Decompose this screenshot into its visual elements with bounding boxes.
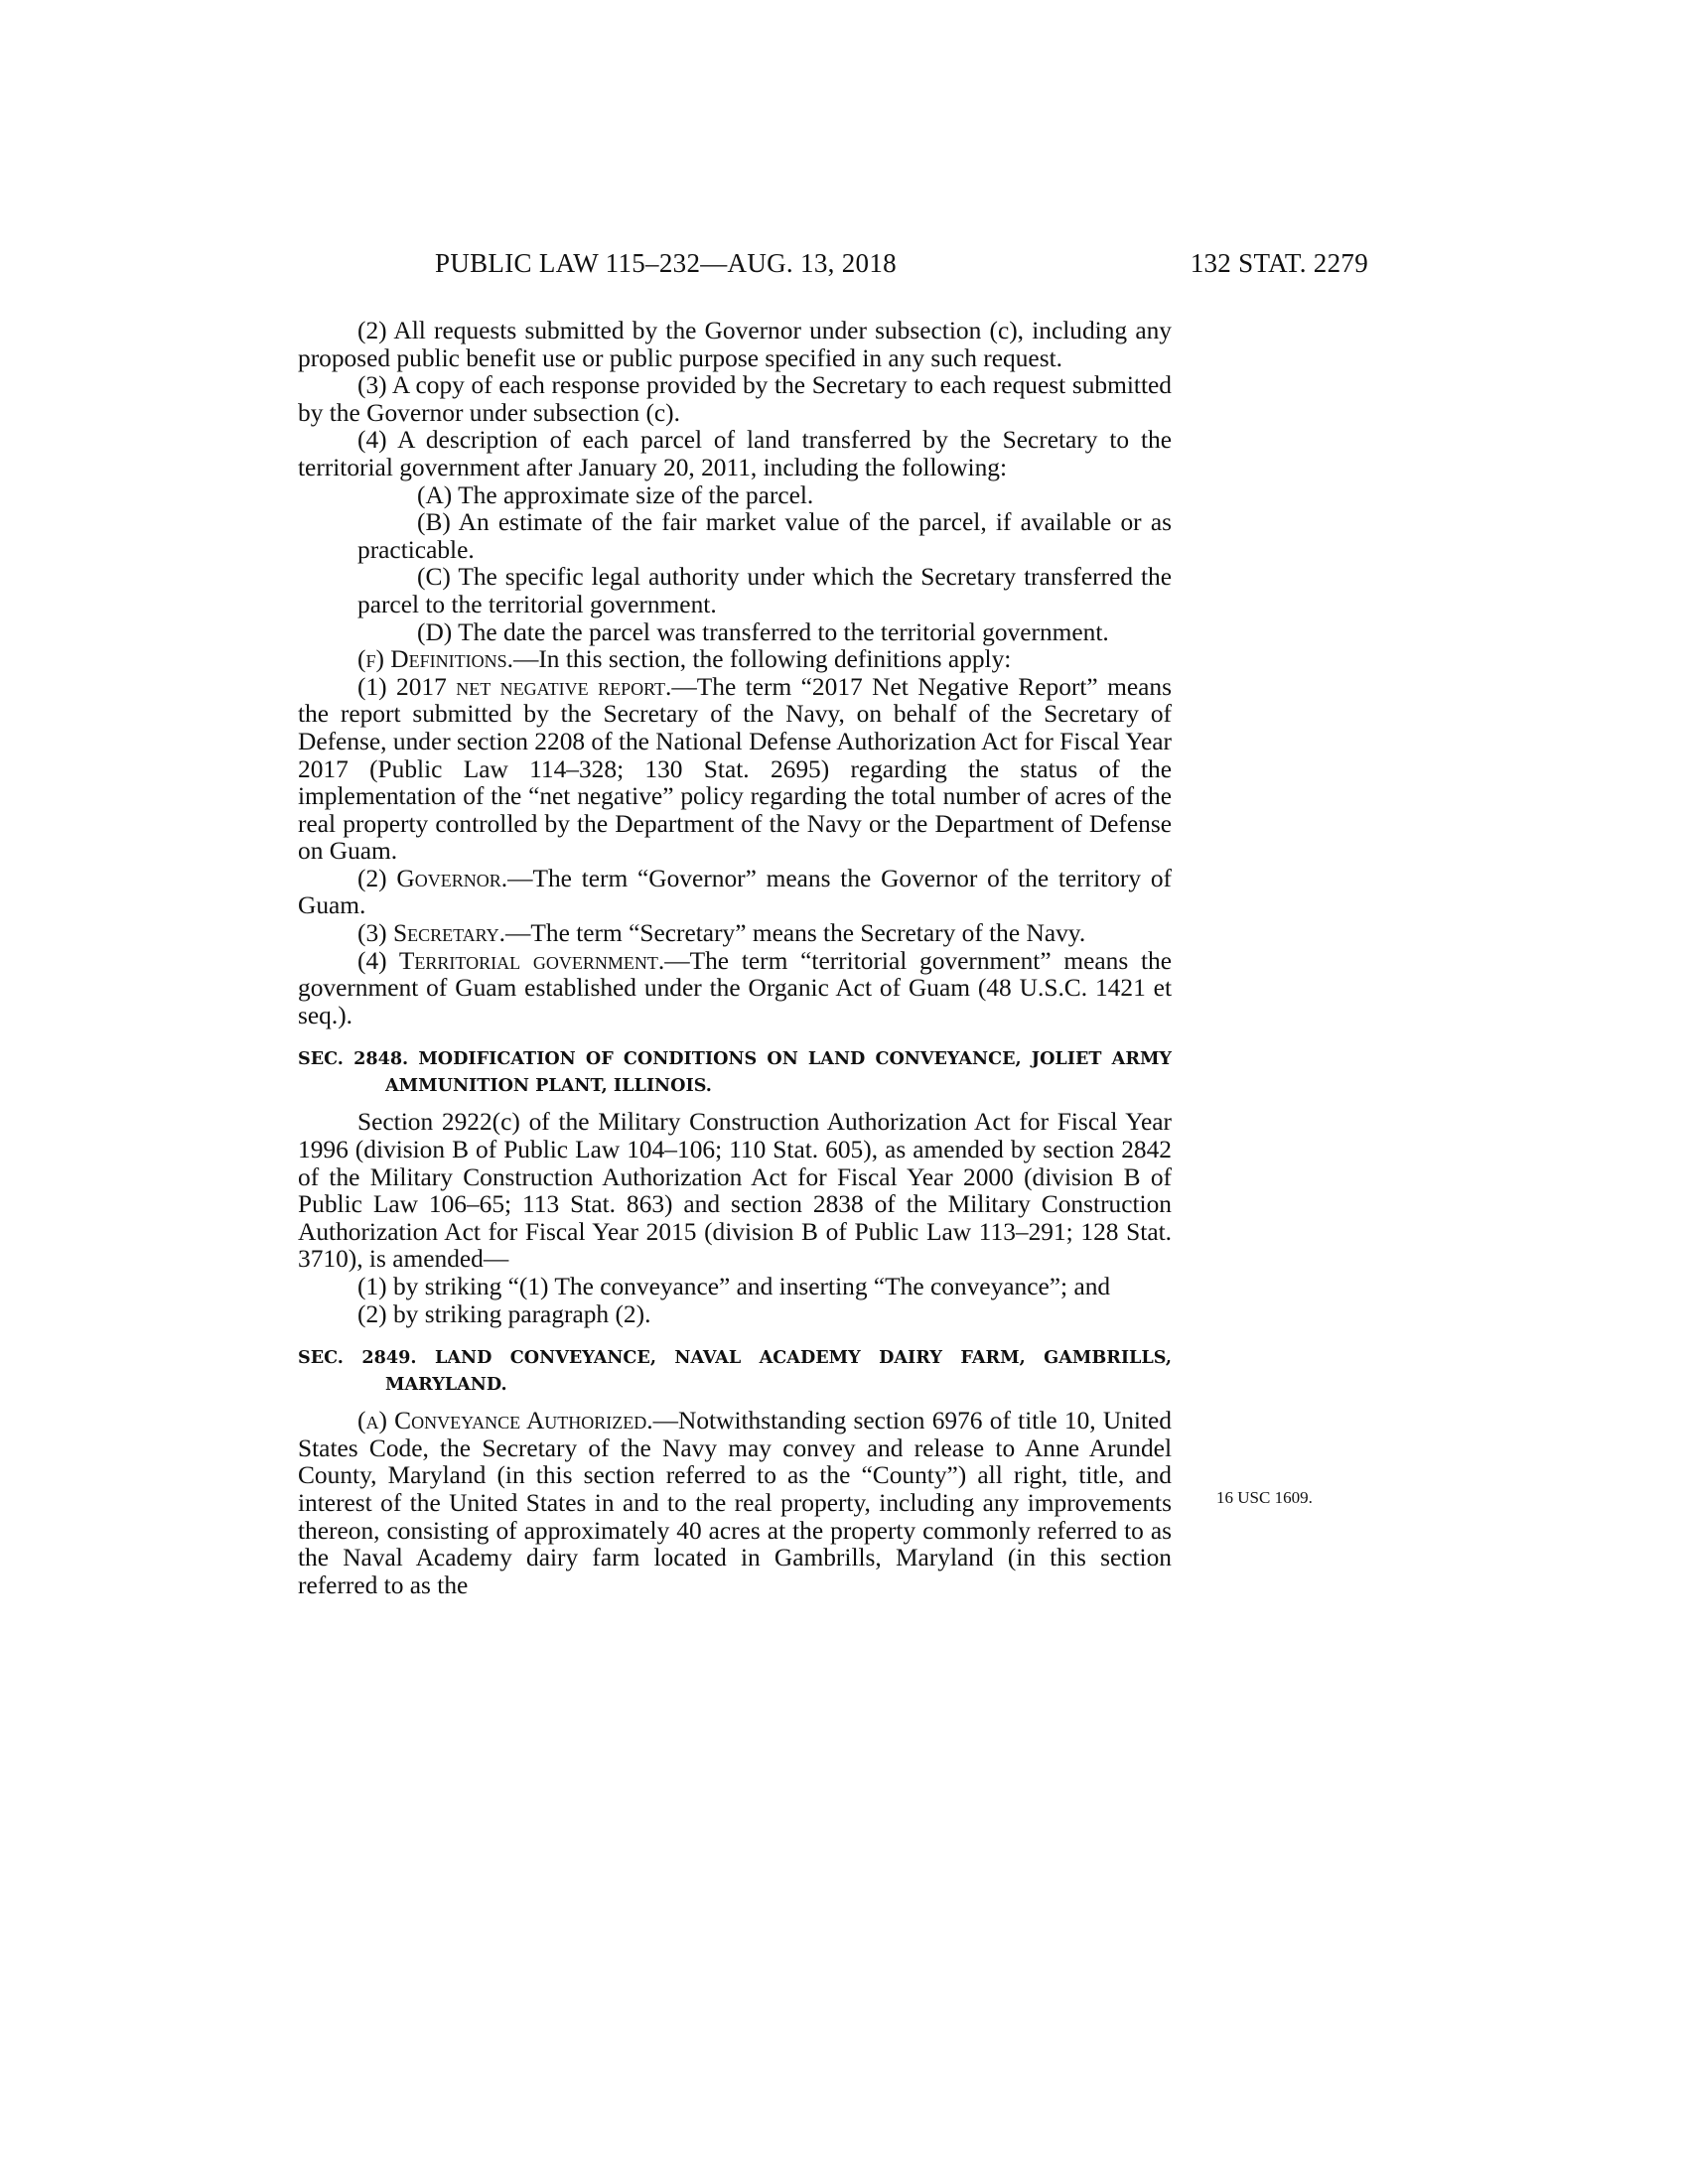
definition-1: [298, 674, 1172, 866]
header-stat-page: 132 STAT. 2279: [1190, 248, 1368, 278]
definition-4-heading: (4) Territorial government.: [357, 946, 665, 975]
paragraph-e4A: (A) The approximate size of the parcel.: [417, 480, 814, 509]
paragraph-e4D: (D) The date the parcel was transferred to the territorial government.: [417, 617, 1109, 646]
definitions-subsection: [298, 646, 1172, 674]
section-2848-item-2: (2) by striking paragraph (2).: [357, 1299, 651, 1328]
definition-1-text: —The term “2017 Net Negative Report” means the report submitted by the Secretary of the Navy, on behalf of the Secretary of Defense, under section 2208 of the National Defense Authorization Act for Fiscal Year 2017 (Public Law 114–328; 130 Stat. 2695) regarding the status of the implementation of the “net negative” policy regarding the total number of acres of the real property controlled by the Department of the Navy or the Department of Defense on Guam.: [298, 672, 1173, 866]
paragraph-e2: (2) All requests submitted by the Governor under subsection (c), including any proposed public benefit use or public purpose specified in any such request.: [298, 317, 1172, 372]
section-2849-heading: SEC. 2849. LAND CONVEYANCE, NAVAL ACADEMY DAIRY FARM, GAMBRILLS, MARYLAND.: [298, 1347, 1172, 1396]
header-public-law: PUBLIC LAW 115–232—AUG. 13, 2018: [435, 248, 897, 278]
section-2849-a-heading: (a) Conveyance Authorized.: [357, 1407, 653, 1435]
page-body: [298, 318, 1172, 1599]
definition-4: [298, 948, 1172, 1030]
paragraph-e4: (4) A description of each parcel of land transferred by the Secretary to the territorial government after January 20, 2011, including the following:: [298, 426, 1172, 481]
section-2849-a-text: —Notwithstanding section 6976 of title 10, United States Code, the Secretary of the Navy may convey and release to Anne Arundel County, Maryland (in this section referred to as the “County”) all right, title, and interest of the United States in and to the real property, including any improvements thereon, consisting of approximately 40 acres at the property commonly referred to as the Naval Academy dairy farm located in Gambrills, Maryland (in this section referred to as the: [298, 1407, 1172, 1599]
definitions-heading: (f) Definitions.: [357, 645, 513, 674]
definition-2-text: —The term “Governor” means the Governor of the territory of Guam.: [298, 864, 1172, 920]
paragraph-e4B: (B) An estimate of the fair market value of the parcel, if available or as practicable.: [357, 508, 1172, 564]
paragraph-e3: (3) A copy of each response provided by the Secretary to each request submitted by the Governor under subsection (c).: [298, 371, 1172, 427]
definition-2-heading: (2) Governor.: [357, 864, 508, 892]
section-2848-item-1: (1) by striking “(1) The conveyance” and inserting “The conveyance”; and: [357, 1273, 1111, 1300]
definition-2: [298, 866, 1172, 920]
definition-3-heading: (3) Secretary.: [357, 919, 505, 948]
paragraph-e4C: (C) The specific legal authority under which the Secretary transferred the parcel to the territorial government.: [357, 563, 1172, 618]
usc-margin-note: 16 USC 1609.: [1216, 1488, 1313, 1507]
section-2849-subsection-a: [298, 1408, 1172, 1599]
definition-3: [298, 920, 1172, 948]
definition-1-heading: (1) 2017 net negative report.: [357, 672, 672, 701]
definitions-text: —In this section, the following definitions apply:: [512, 645, 1012, 674]
section-2848-body: Section 2922(c) of the Military Construction Authorization Act for Fiscal Year 1996 (division B of Public Law 104–106; 110 Stat. 605), as amended by section 2842 of the Military Construction Authorization Act for Fiscal Year 2000 (division B of Public Law 106–65; 113 Stat. 863) and section 2838 of the Military Construction Authorization Act for Fiscal Year 2015 (division B of Public Law 113–291; 128 Stat. 3710), is amended—: [298, 1108, 1172, 1274]
definition-4-text: —The term “territorial government” means the government of Guam established under the Organic Act of Guam (48 U.S.C. 1421 et seq.).: [298, 946, 1173, 1029]
running-header: [435, 248, 1368, 288]
section-2848-heading: SEC. 2848. MODIFICATION OF CONDITIONS ON LAND CONVEYANCE, JOLIET ARMY AMMUNITION PLANT, ILLINOIS.: [298, 1048, 1172, 1097]
definition-3-text: —The term “Secretary” means the Secretary of the Navy.: [505, 919, 1086, 948]
